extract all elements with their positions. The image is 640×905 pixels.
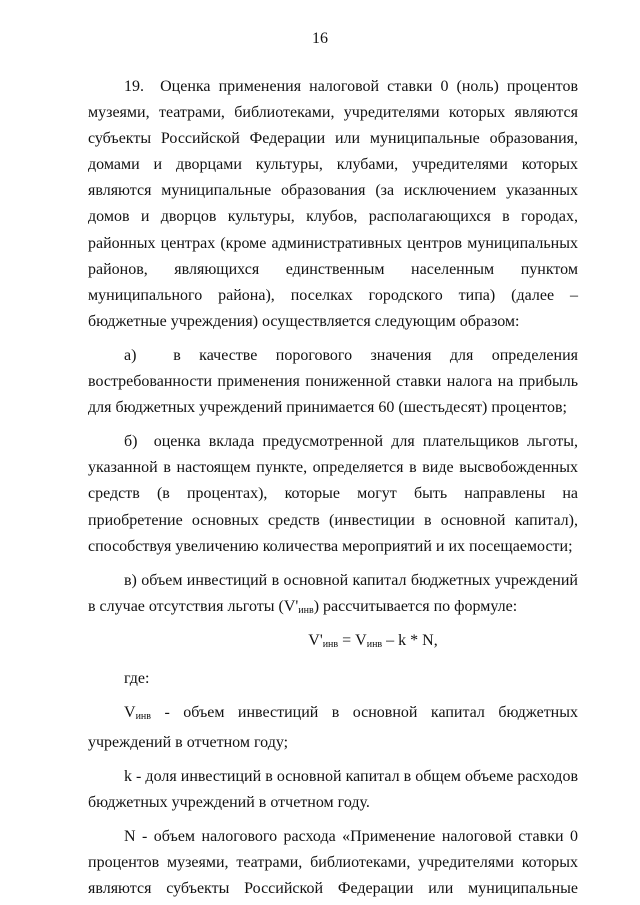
definition-v-symbol: V [124,703,136,721]
paragraph-b: б) оценка вклада предусмотренной для плательщиков льготы, указанной в настоящем пункте, определяется в виде высвобожденных средств (в процентах), которые могут быть направлены на приобретение основных средств (инвестиции в основной капитал), способствуя увеличению количества мероприятий и их посещаемости; [88,433,578,555]
definition-n: N - объем налогового расхода «Применение налоговой ставки 0 процентов музеями, театрами, библиотеками, учредителями которых являются субъекты Российской Федерации или муниципальные [88,828,578,898]
formula [88,628,578,658]
where-label: где: [124,669,150,687]
formula-sub-1: инв [322,638,339,650]
formula-rest: – k * N, [382,631,438,649]
formula-sub-2: инв [366,638,383,650]
definition-k: k - доля инвестиций в основной капитал в общем объеме расходов бюджетных учреждений в отчетном году. [88,768,578,812]
definition-v [88,700,578,756]
paragraph-v-subscript: инв [298,604,314,616]
paragraph-v-text: в) объем инвестиций в основной капитал бюджетных учреждений в случае отсутствия льготы (V' [88,571,578,615]
definition-v-text: - объем инвестиций в основной капитал бюджетных учреждений в отчетном году; [88,703,578,751]
paragraph-a: а) в качестве порогового значения для определения востребованности применения пониженной ставки налога на прибыль для бюджетных учреждений принимается 60 (шестьдесят) процентов; [88,346,578,417]
definition-v-subscript: инв [135,710,151,722]
formula-v-prime: V' [308,631,323,649]
document-body [88,74,578,903]
paragraph-19: 19. Оценка применения налоговой ставки 0 (ноль) процентов музеями, театрами, библиотеками, учредителями которых являются субъекты Российской Федерации или муниципальные образования, домами и дворцами культуры, клубами, учредителями которых являются муниципальные образования (за исключением указанных домов и дворцов культуры, клубов, располагающихся в городах, районных центрах (кроме административных центров муниципальных районов, являющихся единственным населенным пунктом муниципального района), поселках городского типа) (далее – бюджетные учреждения) осуществляется следующим образом: [88,78,578,330]
paragraph-v-text-end: ) рассчитывается по формуле: [313,597,518,615]
paragraph-v [88,568,578,624]
formula-equals: = V [338,631,367,649]
page-number: 16 [312,30,328,47]
